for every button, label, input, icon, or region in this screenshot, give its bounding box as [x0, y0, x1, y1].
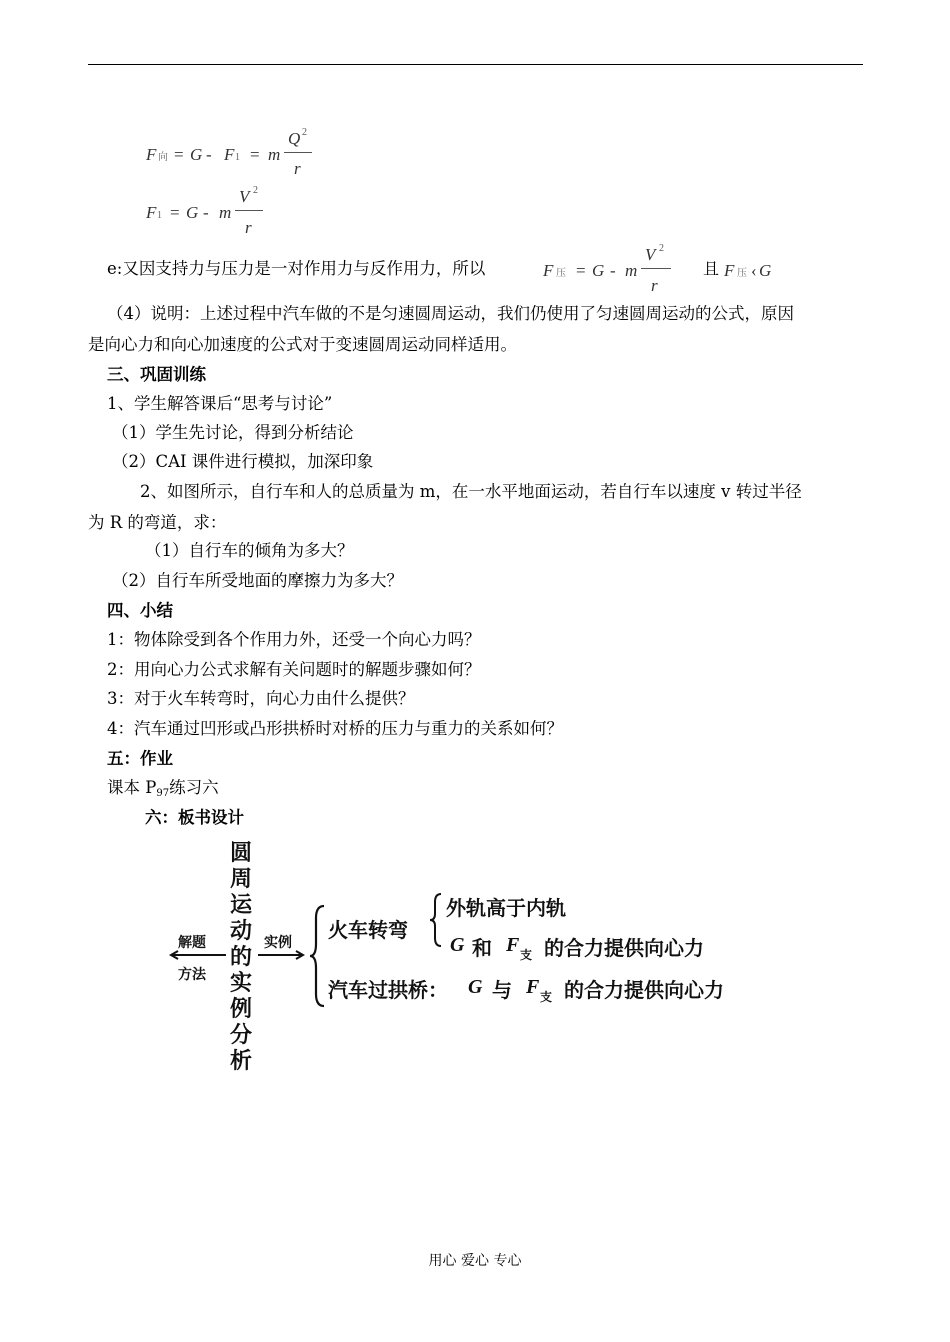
board-title-char: 周: [230, 867, 253, 892]
car-text: 的合力提供向心力: [564, 978, 724, 1002]
method-label: 方法: [178, 967, 206, 983]
formula-subscript: 1: [157, 210, 162, 221]
formula-operator: -: [203, 203, 209, 222]
symbol-f: F: [506, 934, 520, 956]
board-title-char: 例: [230, 997, 253, 1022]
section-heading: 四、小结: [107, 601, 173, 620]
formula-symbol: F: [146, 203, 157, 222]
formula-superscript: 2: [659, 243, 664, 254]
board-diagram: [160, 834, 800, 1084]
fraction-bar: [641, 268, 671, 269]
formula-numerator: V: [239, 187, 250, 206]
formula-numerator: V: [645, 245, 656, 264]
homework-line: [107, 780, 219, 799]
train-item-1: 外轨高于内轨: [446, 896, 566, 920]
page-footer: 用心 爱心 专心: [428, 1253, 522, 1269]
formula-symbol: F: [724, 261, 735, 280]
list-item: 2：用向心力公式求解有关问题时的解题步骤如何？: [107, 660, 481, 679]
symbol-g: G: [450, 934, 465, 956]
formula-denominator: r: [651, 276, 658, 295]
formula-superscript: 2: [253, 185, 258, 196]
section-heading: 五：作业: [107, 749, 173, 768]
paragraph-4-line2: 是向心力和向心加速度的公式对于变速圆周运动同样适用。: [88, 335, 517, 354]
train-item-2-text: 的合力提供向心力: [544, 936, 704, 960]
formula-symbol: G: [759, 261, 772, 280]
symbol-subscript: 支: [520, 948, 533, 962]
right-arrow-icon: [256, 950, 306, 960]
header-rule: [88, 64, 863, 65]
symbol-subscript: 支: [540, 990, 553, 1004]
section-heading: 六：板书设计: [145, 808, 244, 827]
board-title-char: 实: [230, 971, 253, 996]
brace-icon: [308, 904, 328, 1008]
formula-subscript: 向: [158, 152, 168, 163]
symbol-g: G: [468, 976, 483, 998]
formula-symbol: G: [186, 203, 199, 222]
homework-prefix: 课本 P: [107, 778, 157, 797]
formula-symbol: G: [592, 261, 605, 280]
formula-superscript: 2: [302, 127, 307, 138]
paragraph-e: e:又因支持力与压力是一对作用力与反作用力，所以: [107, 259, 486, 278]
formula-operator: -: [610, 261, 616, 280]
list-item: （1）学生先讨论，得到分析结论: [112, 423, 354, 442]
formula-operator: =: [576, 261, 586, 280]
formula-operator: =: [250, 145, 260, 164]
board-title-char: 动: [230, 919, 253, 944]
list-item: （2）CAI 课件进行模拟，加深印象: [112, 452, 374, 471]
board-title-char: 运: [230, 893, 253, 918]
car-and: 与: [492, 978, 512, 1002]
formula-denominator: r: [294, 159, 301, 178]
formula-symbol: m: [625, 261, 638, 280]
list-item: 1：物体除受到各个作用力外，还受一个向心力吗？: [107, 630, 481, 649]
car-bridge-label: 汽车过拱桥：: [328, 978, 448, 1002]
formula-operator: =: [170, 203, 180, 222]
symbol-f: F: [526, 976, 540, 998]
formula-subscript: 压: [737, 268, 747, 279]
formula-symbol: G: [190, 145, 203, 164]
list-item: 4：汽车通过凹形或凸形拱桥时对桥的压力与重力的关系如何？: [107, 719, 563, 738]
formula-symbol: m: [219, 203, 232, 222]
board-title-char: 圆: [230, 841, 253, 866]
board-title-char: 分: [230, 1023, 253, 1048]
formula-symbol: F: [543, 261, 554, 280]
formula-subscript: 1: [235, 152, 240, 163]
formula-support-force: [146, 186, 306, 238]
paragraph-4-line1: （4）说明：上述过程中汽车做的不是匀速圆周运动，我们仍使用了匀速圆周运动的公式，原因: [107, 304, 794, 323]
formula-operator: ‹: [751, 261, 757, 280]
formula-denominator: r: [245, 218, 252, 237]
fraction-bar: [235, 210, 263, 211]
formula-conjunction: 且: [703, 259, 720, 278]
formula-pressure-force: [543, 244, 783, 296]
train-item-2-and: 和: [472, 936, 492, 960]
method-label: 解题: [178, 935, 206, 951]
homework-suffix: 练习六: [169, 778, 219, 797]
left-arrow-icon: [168, 950, 228, 960]
list-item: （1）自行车的倾角为多大？: [145, 541, 354, 560]
list-item: 1、学生解答课后“思考与讨论”: [107, 394, 333, 413]
formula-numerator: Q: [288, 129, 301, 148]
train-turn-label: 火车转弯: [328, 918, 408, 942]
small-brace-icon: [428, 892, 444, 948]
list-item-continuation: 为 R 的弯道，求：: [88, 513, 227, 532]
formula-centripetal: [146, 128, 346, 178]
fraction-bar: [284, 152, 312, 153]
homework-subscript: 97: [156, 788, 170, 799]
list-item: 3：对于火车转弯时，向心力由什么提供？: [107, 689, 415, 708]
formula-subscript: 压: [556, 268, 566, 279]
formula-symbol: m: [268, 145, 281, 164]
board-title-char: 的: [230, 945, 253, 970]
list-item: 2、如图所示，自行车和人的总质量为 m，在一水平地面运动，若自行车以速度 v 转过半径: [140, 482, 802, 501]
section-heading: 三、巩固训练: [107, 365, 206, 384]
list-item: （2）自行车所受地面的摩擦力为多大？: [112, 571, 403, 590]
formula-operator: =: [174, 145, 184, 164]
example-label: 实例: [264, 935, 292, 951]
formula-symbol: F: [146, 145, 157, 164]
formula-symbol: F: [224, 145, 235, 164]
formula-operator: -: [206, 145, 212, 164]
board-title-char: 析: [230, 1049, 253, 1074]
